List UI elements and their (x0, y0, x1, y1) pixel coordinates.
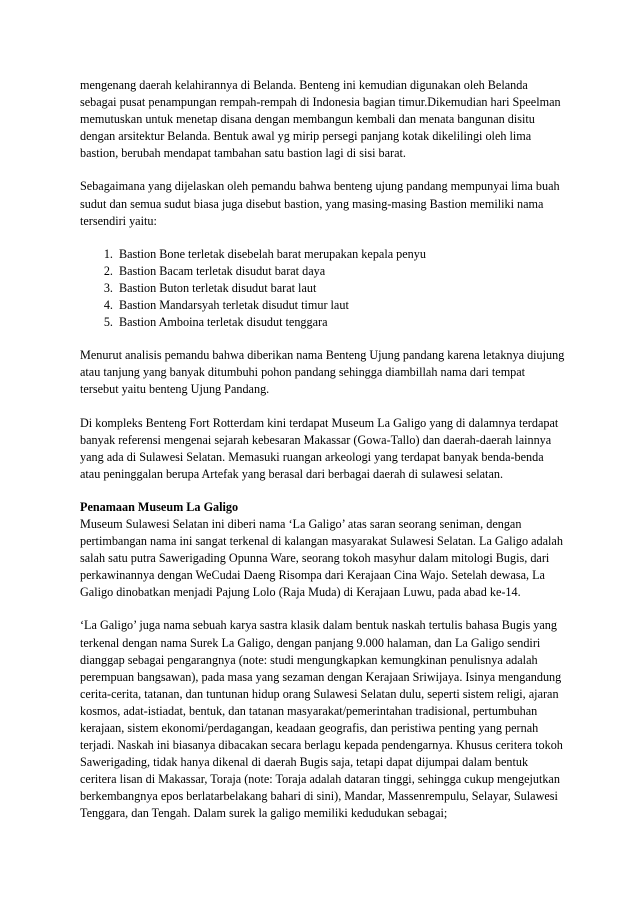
list-item: 2. Bastion Bacam terletak disudut barat daya (116, 263, 566, 280)
paragraph-la-galigo-epic: ‘La Galigo’ juga nama sebuah karya sastra klasik dalam bentuk naskah tertulis bahasa Bugis yang terkenal dengan nama Surek La Galigo, dengan panjang 9.000 halaman, dan La Galigo sendiri dianggap sebagai pengarangnya (note: studi mengungkapkan kemungkinan penulisnya adalah perempuan bangsawan), pada masa yang sezaman dengan Kerajaan Sriwijaya. Isinya mengandung cerita-cerita, tatanan, dan tuntunan hidup orang Sulawesi Selatan dulu, seperti sistem religi, ajaran kosmos, adat-istiadat, bentuk, dan tatanan masyarakat/pemerintahan tradisional, pertumbuhan kerajaan, sistem ekonomi/perdagangan, keadaan geografis, dan peristiwa penting yang pernah terjadi. Naskah ini biasanya dibacakan secara berlagu kepada pendengarnya. Khusus ceritera tokoh Sawerigading, tidak hanya dikenal di daerah Bugis saja, tetapi dapat dijumpai dalam bentuk ceritera lisan di Makassar, Toraja (note: Toraja adalah dataran tinggi, sehingga cukup mengejutkan berkembangnya epos berlatarbelakang bahari di sini), Mandar, Massenrempulu, Selayar, Sulawesi Tenggara, dan Tengah. Dalam surek la galigo memiliki kedudukan sebagai; (80, 618, 563, 821)
paragraph-fort-history: mengenang daerah kelahirannya di Belanda. Benteng ini kemudian digunakan oleh Belanda sebagai pusat penampungan rempah-rempah di Indonesia bagian timur.Dikemudian hari Speelman memutuskan untuk menetap disana dengan membangun kembali dan menata bangunan disitu dengan arsitektur Belanda. Bentuk awal yg mirip persegi panjang kotak dikelilingi oleh lima bastion, berubah mendapat tambahan satu bastion lagi di sisi barat. (80, 78, 561, 161)
document-page (80, 77, 566, 839)
paragraph-museum-complex: Di kompleks Benteng Fort Rotterdam kini terdapat Museum La Galigo yang di dalamnya terdapat banyak referensi mengenai sejarah kebesaran Makassar (Gowa-Tallo) dan daerah-daerah lainnya yang ada di Sulawesi Selatan. Memasuki ruangan arkeologi yang terdapat banyak benda-benda atau peninggalan berupa Artefak yang berasal dari berbagai daerah di sulawesi selatan. (80, 415, 559, 481)
section-heading: Penamaan Museum La Galigo (80, 499, 239, 514)
list-item: 4. Bastion Mandarsyah terletak disudut timur laut (116, 297, 566, 314)
paragraph-name-origin: Menurut analisis pemandu bahwa diberikan nama Benteng Ujung pandang karena letaknya diujung atau tanjung yang banyak ditumbuhi pohon pandang sehingga diambillah nama dari tempat tersebut yaitu benteng Ujung Pandang. (80, 348, 565, 397)
list-item: 3. Bastion Buton terletak disudut barat laut (116, 280, 566, 297)
paragraph-bastion-intro: Sebagaimana yang dijelaskan oleh pemandu bahwa benteng ujung pandang mempunyai lima buah sudut dan semua sudut biasa juga disebut bastion, yang masing-masing Bastion memiliki nama tersendiri yaitu: (80, 179, 560, 228)
paragraph-museum-naming: Museum Sulawesi Selatan ini diberi nama ‘La Galigo’ atas saran seorang seniman, dengan pertimbangan nama ini sangat terkenal di kalangan masyarakat Sulawesi Selatan. La Galigo adalah salah satu putra Sawerigading Opunna Ware, seorang tokoh masyhur dalam mitologi Bugis, dari perkawinannya dengan WeCudai Daeng Risompa dari Kerajaan Cina Wajo. Setelah dewasa, La Galigo dinobatkan menjadi Pajung Lolo (Raja Muda) di Kerajaan Luwu, pada abad ke-14. (80, 516, 563, 600)
bastion-list (80, 246, 566, 331)
list-item: 1. Bastion Bone terletak disebelah barat merupakan kepala penyu (116, 246, 566, 263)
list-item: 5. Bastion Amboina terletak disudut tenggara (116, 314, 566, 331)
